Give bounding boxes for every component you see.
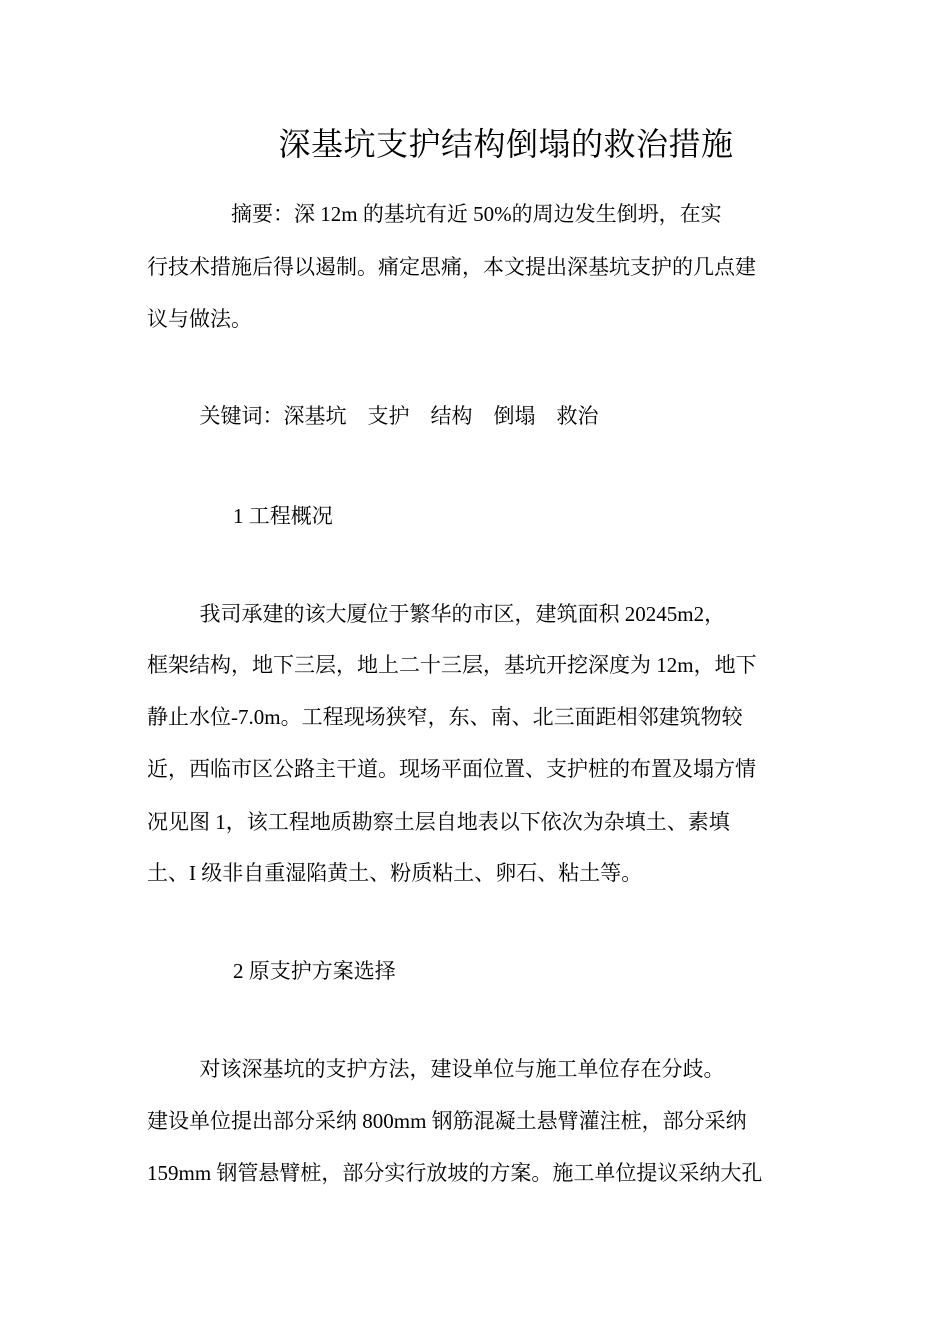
section-heading: 2 原支护方案选择 <box>233 959 396 983</box>
paragraph-line: 对该深基坑的支护方法，建设单位与施工单位存在分歧。 <box>147 1057 725 1081</box>
keywords-line: 关键词：深基坑 支护 结构 倒塌 救治 <box>147 404 599 428</box>
section-heading: 1 工程概况 <box>233 504 333 528</box>
paragraph-line: 我司承建的该大厦位于繁华的市区，建筑面积 20245m2， <box>147 602 726 626</box>
paragraph-line: 建设单位提出部分采纳 800mm 钢筋混凝土悬臂灌注桩，部分采纳 <box>147 1109 747 1133</box>
paragraph-line: 框架结构，地下三层，地上二十三层，基坑开挖深度为 12m，地下 <box>147 653 757 677</box>
paragraph-line: 静止水位-7.0m。工程现场狭窄，东、南、北三面距相邻建筑物较 <box>147 705 743 729</box>
abstract-line: 行技术措施后得以遏制。痛定思痛，本文提出深基坑支护的几点建 <box>147 255 756 279</box>
paragraph-line: 159mm 钢管悬臂桩，部分实行放坡的方案。施工单位提议采纳大孔 <box>147 1161 763 1185</box>
paragraph-line: 土、I 级非自重湿陷黄土、粉质粘土、卵石、粘土等。 <box>147 861 643 885</box>
paragraph-line: 况见图 1，该工程地质勘察土层自地表以下依次为杂填土、素填 <box>147 810 730 834</box>
abstract-line: 摘要：深 12m 的基坑有近 50%的周边发生倒坍，在实 <box>147 202 722 226</box>
paragraph-line: 近，西临市区公路主干道。现场平面位置、支护桩的布置及塌方情 <box>147 757 756 781</box>
document-title: 深基坑支护结构倒塌的救治措施 <box>278 126 734 162</box>
abstract-line: 议与做法。 <box>147 307 252 331</box>
